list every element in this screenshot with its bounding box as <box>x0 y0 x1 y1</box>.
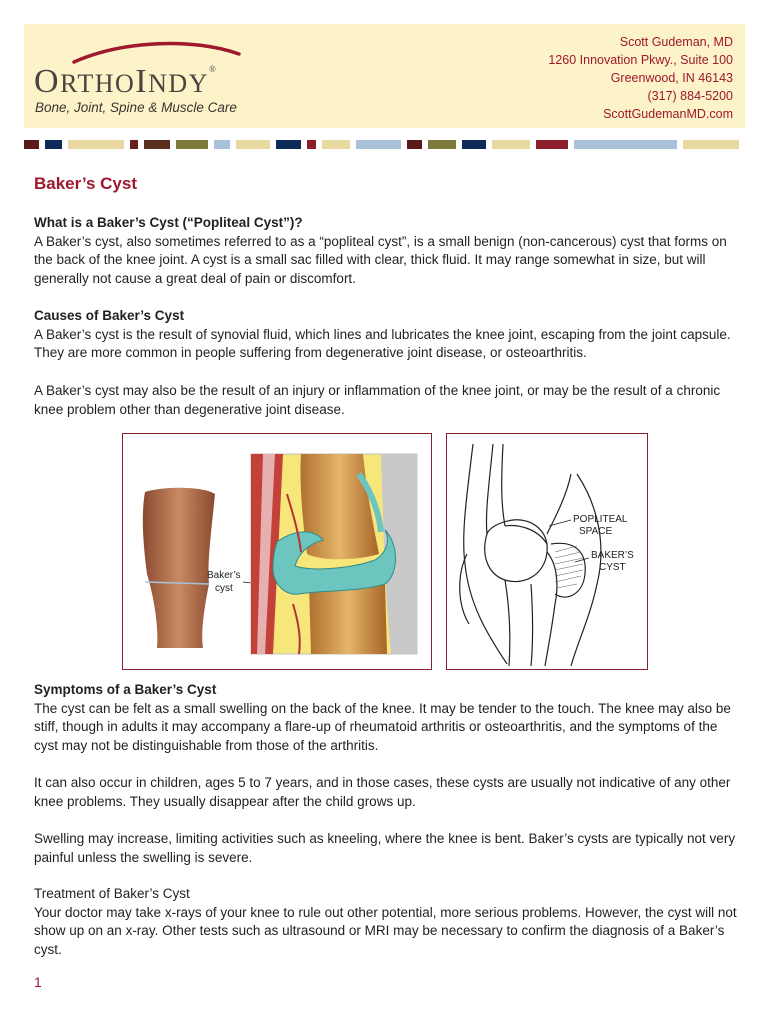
section-symptoms-paragraph-2: It can also occur in children, ages 5 to 7 years, and in those cases, these cysts are usually not indicative of any other knee problems. They usually disappear after the child grows up. <box>34 775 731 809</box>
stripe-segment <box>130 140 138 149</box>
stripe-segment <box>322 140 350 149</box>
section-symptoms-body: The cyst can be felt as a small swelling on the back of the knee. It may be tender to the touch. The knee may also be stiff, though in adults it may accompany a flare-up of rheumatoid arthritis or osteoarthritis, and the symptoms of the cyst may not be distinguishable from those of the arthritis. <box>34 700 731 753</box>
contact-address: 1260 Innovation Pkwy., Suite 100 <box>548 53 733 67</box>
figure-knee-line-drawing <box>446 433 648 670</box>
stripe-segment <box>683 140 739 149</box>
letterhead <box>24 24 745 128</box>
section-symptoms <box>34 681 740 755</box>
knee-line-drawing-icon <box>447 434 647 669</box>
section-causes-heading: Causes of Baker’s Cyst <box>34 308 185 323</box>
section-what-body: A Baker’s cyst, also sometimes referred to as a “popliteal cyst”, is a small benign (non-cancerous) cyst that forms on the back of the knee joint. A cyst is a small sac filled with clear, thick fluid. It may range somewhat in size, but will generally not cause a great deal of pain or discomfort. <box>34 233 727 286</box>
section-causes-paragraph-2: A Baker’s cyst may also be the result of an injury or inflammation of the knee joint, or may be the result of a chronic knee problem other than degenerative joint disease. <box>34 383 721 417</box>
stripe-segment <box>407 140 422 149</box>
knee-anatomy-illustration-icon <box>123 434 431 669</box>
orthoindy-logo <box>34 36 264 116</box>
stripe-segment <box>214 140 231 149</box>
stripe-segment <box>276 140 300 149</box>
contact-city: Greenwood, IN 46143 <box>610 71 733 85</box>
section-causes-body: A Baker’s cyst is the result of synovial fluid, which lines and lubricates the knee joint, escaping from the joint capsule. They are more common in people suffering from degenerative joint disease, or osteoarthritis. <box>34 326 731 361</box>
stripe-segment <box>24 140 39 149</box>
bakers-cyst-label-2: cyst <box>215 583 233 594</box>
bakers-cyst-line-label: BAKER’S <box>591 550 634 561</box>
page-number: 1 <box>34 974 42 990</box>
section-treatment-heading: Treatment of Baker’s Cyst <box>34 886 190 901</box>
figure-knee-anatomy <box>122 433 432 670</box>
stripe-segment <box>492 140 529 149</box>
decorative-color-stripe <box>24 140 745 149</box>
section-treatment <box>34 885 740 959</box>
logo-wordmark: ORTHOINDY® <box>34 63 218 100</box>
popliteal-space-label-2: SPACE <box>579 526 613 537</box>
stripe-segment <box>176 140 208 149</box>
stripe-segment <box>307 140 316 149</box>
page-title: Baker’s Cyst <box>34 174 138 193</box>
section-treatment-body: Your doctor may take x-rays of your knee to rule out other potential, more serious problems. However, the cyst will not show up on an x-ray. Other tests such as ultrasound or MRI may be necessary to confirm the diagnosis of a Baker’s cyst. <box>34 904 737 957</box>
stripe-segment <box>536 140 568 149</box>
stripe-segment <box>428 140 456 149</box>
bakers-cyst-line-label-2: CYST <box>599 562 626 573</box>
section-symptoms-paragraph-3: Swelling may increase, limiting activities such as kneeling, where the knee is bent. Baker’s cysts are typically not very painful unless the swelling is severe. <box>34 831 736 865</box>
stripe-segment <box>574 140 677 149</box>
contact-website[interactable]: ScottGudemanMD.com <box>603 107 733 121</box>
section-what <box>34 214 740 288</box>
bakers-cyst-label: Baker’s <box>207 570 241 581</box>
stripe-segment <box>356 140 401 149</box>
contact-phone: (317) 884-5200 <box>647 89 733 103</box>
stripe-segment <box>45 140 62 149</box>
contact-name: Scott Gudeman, MD <box>619 35 733 49</box>
stripe-segment <box>68 140 124 149</box>
stripe-segment <box>462 140 486 149</box>
popliteal-space-label: POPLITEAL <box>573 514 628 525</box>
contact-block <box>548 33 733 123</box>
section-what-heading: What is a Baker’s Cyst (“Popliteal Cyst”)? <box>34 215 303 230</box>
section-causes <box>34 307 740 363</box>
logo-tagline: Bone, Joint, Spine & Muscle Care <box>35 100 237 115</box>
section-symptoms-heading: Symptoms of a Baker’s Cyst <box>34 682 217 697</box>
stripe-segment <box>236 140 270 149</box>
stripe-segment <box>144 140 170 149</box>
